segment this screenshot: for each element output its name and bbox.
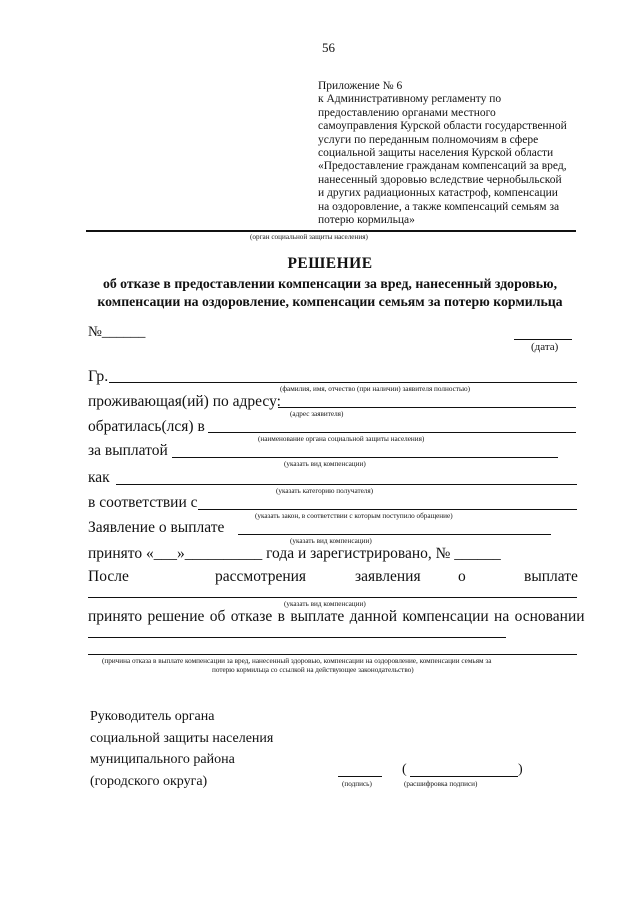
accordance-field-line <box>198 509 577 510</box>
decode-close: ) <box>518 762 523 777</box>
accordance-caption: (указать закон, в соответствии с которым поступило обращение) <box>255 512 453 520</box>
appendix-line: социальной защиты населения Курской области <box>318 147 554 160</box>
appendix-line: «Предоставление гражданам компенсаций за вред, <box>318 160 567 173</box>
signature-block <box>90 706 273 792</box>
citizen-caption: (фамилия, имя, отчество (при наличии) заявителя полностью) <box>280 385 470 393</box>
organ-caption: (орган социальной защиты населения) <box>250 233 368 241</box>
address-caption: (адрес заявителя) <box>290 410 344 418</box>
date-line <box>514 339 572 340</box>
appendix-line: предоставлению органами местного <box>318 106 496 119</box>
citizen-field-line <box>109 382 577 383</box>
appendix-line: самоуправления Курской области государственной <box>318 120 567 133</box>
statement-field-line <box>238 534 551 535</box>
address-field-line <box>278 407 576 408</box>
as-field-line <box>116 484 577 485</box>
appendix-line: к Административному регламенту по <box>318 93 502 106</box>
sign-caption: (подпись) <box>342 780 372 788</box>
document-subtitle: об отказе в предоставлении компенсации за вред, нанесенный здоровью, компенсации на оздоровление, компенсации семьям за потерю кормильца <box>97 276 563 309</box>
accordance-label: в соответствии с <box>88 494 198 511</box>
decode-caption: (расшифровка подписи) <box>404 780 478 788</box>
as-caption: (указать категорию получателя) <box>276 487 374 495</box>
after-caption: (указать вид компенсации) <box>284 600 366 608</box>
after-word: о <box>458 568 466 585</box>
appendix-line: потерю кормильца» <box>318 214 415 227</box>
date-caption: (дата) <box>531 341 559 353</box>
after-word: заявления <box>355 568 421 585</box>
payment-label: за выплатой <box>88 442 168 459</box>
payment-caption: (указать вид компенсации) <box>284 460 366 468</box>
address-label: проживающая(ий) по адресу: <box>88 393 281 410</box>
reason-caption: потерю кормильца со ссылкой на действующее законодательство) <box>212 666 414 674</box>
signature-line: социальной защиты населения <box>90 730 274 746</box>
as-label: как <box>88 469 110 486</box>
after-word: После <box>88 568 129 585</box>
applied-label: обратилась(лся) в <box>88 418 205 435</box>
appendix-line: и других радиационных катастроф, компенсации <box>318 187 558 200</box>
document-title: РЕШЕНИЕ <box>287 255 373 272</box>
decision-number: №______ <box>88 324 146 340</box>
signature-line: (городского округа) <box>90 773 208 789</box>
after-word: выплате <box>524 568 578 585</box>
decode-open: ( <box>402 762 407 777</box>
appendix-line: на оздоровление, а также компенсаций семьям за <box>318 200 560 213</box>
reason-caption: (причина отказа в выплате компенсации за вред, нанесенный здоровью, компенсации на оздоровление, компенсации семьям за <box>102 657 492 665</box>
page-number: 56 <box>322 40 335 55</box>
payment-field-line <box>172 457 558 458</box>
accepted-line: принято «___»__________ года и зарегистрировано, № ______ <box>88 545 501 562</box>
applied-caption: (наименование органа социальной защиты населения) <box>258 435 425 443</box>
signature-line: Руководитель органа <box>90 709 215 724</box>
sign-field-line <box>338 776 382 777</box>
after-field-line <box>88 597 577 598</box>
statement-caption: (указать вид компенсации) <box>290 537 372 545</box>
appendix-line: Приложение № 6 <box>318 80 403 92</box>
signature-line: муниципального района <box>90 752 235 767</box>
appendix-line: услуги по переданным полномочиям в сфере <box>318 133 539 146</box>
appendix-block <box>318 80 567 227</box>
appendix-line: нанесенный здоровью вследствие чернобыльской <box>318 173 562 186</box>
decode-field-line <box>410 776 518 777</box>
decision-line: принято решение об отказе в выплате данной компенсации на основании <box>88 608 585 625</box>
statement-label: Заявление о выплате <box>88 519 225 536</box>
citizen-label: Гр. <box>88 368 109 385</box>
applied-field-line <box>208 432 576 433</box>
reason-field-line-2 <box>88 654 577 655</box>
reason-field-line-1 <box>88 637 506 638</box>
organ-line <box>86 230 576 232</box>
after-word: рассмотрения <box>215 568 307 585</box>
